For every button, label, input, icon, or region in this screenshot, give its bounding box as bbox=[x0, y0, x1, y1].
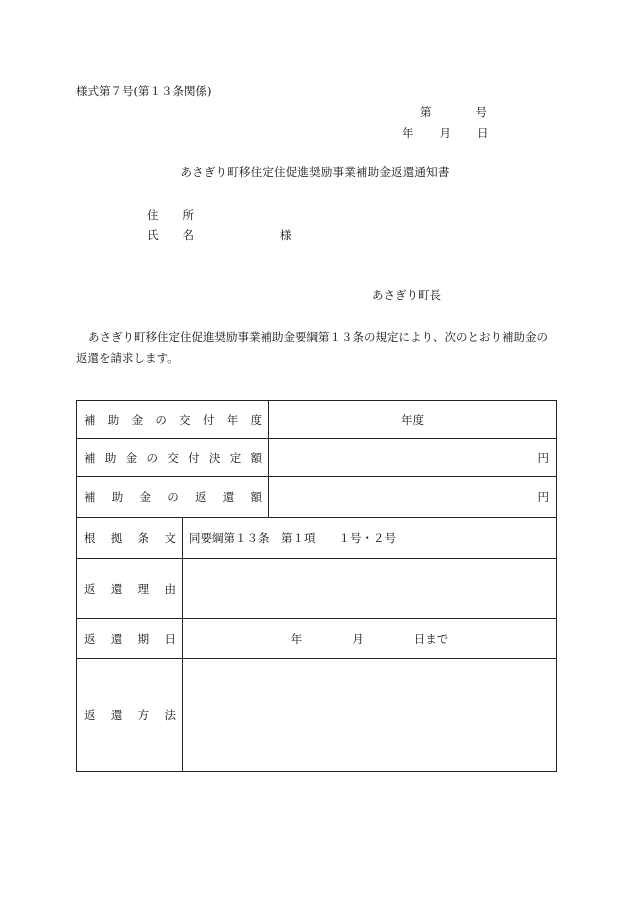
row-label-char: の bbox=[155, 412, 167, 427]
row-label-char: の bbox=[146, 450, 158, 465]
date-year: 年 bbox=[402, 126, 414, 140]
row-label-char: 交 bbox=[167, 450, 179, 465]
form-number-label: 様式第７号(第１３条関係) bbox=[76, 84, 212, 98]
table-row-grant-year bbox=[77, 401, 557, 439]
row-label-char: 返 bbox=[195, 490, 207, 504]
address-label-2: 所 bbox=[182, 208, 194, 222]
row-label-char: 年 bbox=[226, 412, 239, 427]
row-label-char: 補 bbox=[84, 450, 96, 465]
row-label-char: 条 bbox=[137, 531, 150, 545]
row-label-char: 助 bbox=[111, 490, 124, 504]
row-label-char: 付 bbox=[202, 412, 215, 427]
row-label-char: 還 bbox=[110, 631, 123, 646]
row-label bbox=[77, 518, 183, 559]
row-label-char: 助 bbox=[107, 412, 120, 427]
address-row bbox=[147, 210, 194, 222]
row-label bbox=[77, 401, 269, 439]
row-label-char: 度 bbox=[250, 412, 262, 427]
row-label-char: 法 bbox=[164, 708, 176, 722]
honorific: 様 bbox=[280, 228, 292, 242]
row-label-char: 交 bbox=[179, 412, 191, 427]
row-label-char: 由 bbox=[164, 581, 176, 596]
refund-method-value[interactable] bbox=[183, 659, 557, 772]
row-label-char: 還 bbox=[110, 581, 123, 596]
row-label-char: 定 bbox=[229, 450, 242, 465]
deadline-month: 月 bbox=[352, 631, 364, 646]
row-label-char: 金 bbox=[125, 450, 138, 465]
date-month: 月 bbox=[439, 126, 451, 140]
row-label-char: 日 bbox=[164, 631, 176, 646]
table-row-refund-method bbox=[77, 659, 557, 772]
table-row-refund-reason bbox=[77, 559, 557, 619]
row-label-char: 文 bbox=[164, 531, 176, 545]
row-label-char: 額 bbox=[250, 450, 262, 465]
table-row-refund-amount bbox=[77, 477, 557, 518]
row-label-char: 理 bbox=[137, 581, 150, 596]
document-number-line bbox=[420, 107, 487, 119]
grant-year-value[interactable]: 年度 bbox=[269, 401, 557, 439]
address-label-1: 住 bbox=[147, 208, 159, 222]
legal-basis-value[interactable]: 同要綱第１３条 第１項 １号・２号 bbox=[183, 518, 557, 559]
issuer-name: あさぎり町長 bbox=[372, 288, 441, 302]
body-paragraph: あさぎり町移住定住促進奨励事業補助金要綱第１３条の規定により、次のとおり補助金の返還を請求します。 bbox=[76, 330, 548, 365]
refund-deadline-value[interactable] bbox=[183, 619, 557, 659]
row-label-char: 補 bbox=[84, 412, 96, 427]
row-label-char: 拠 bbox=[110, 531, 123, 545]
row-label-char: 方 bbox=[137, 708, 150, 722]
row-label-char: 還 bbox=[222, 490, 235, 504]
name-label-2: 名 bbox=[182, 228, 194, 242]
row-label bbox=[77, 659, 183, 772]
table-row-refund-deadline bbox=[77, 619, 557, 659]
row-label-char: 返 bbox=[84, 581, 96, 596]
row-label bbox=[77, 477, 269, 518]
deadline-day: 日まで bbox=[413, 631, 449, 646]
table-row-legal-basis bbox=[77, 518, 557, 559]
row-label-char: 返 bbox=[84, 631, 96, 646]
refund-details-table bbox=[76, 400, 557, 772]
number-suffix: 号 bbox=[475, 105, 487, 119]
date-day: 日 bbox=[477, 126, 489, 140]
row-label-char: 決 bbox=[208, 450, 221, 465]
row-label-char: の bbox=[167, 490, 179, 504]
row-label bbox=[77, 619, 183, 659]
row-label-char: 金 bbox=[131, 412, 144, 427]
row-label-char: 付 bbox=[188, 450, 200, 465]
row-label-char: 還 bbox=[110, 708, 123, 722]
row-label-char: 根 bbox=[84, 531, 96, 545]
number-prefix: 第 bbox=[420, 105, 432, 119]
row-label-char: 期 bbox=[137, 631, 150, 646]
row-label bbox=[77, 559, 183, 619]
refund-reason-value[interactable] bbox=[183, 559, 557, 619]
row-label-char: 助 bbox=[104, 450, 117, 465]
row-label-char: 額 bbox=[250, 490, 262, 504]
grant-amount-value[interactable]: 円 bbox=[269, 439, 557, 477]
issue-date-line bbox=[402, 128, 489, 140]
row-label-char: 金 bbox=[139, 490, 151, 504]
name-label-1: 氏 bbox=[147, 228, 159, 242]
table-row-grant-amount bbox=[77, 439, 557, 477]
deadline-year: 年 bbox=[290, 631, 303, 646]
row-label-char: 補 bbox=[84, 490, 96, 504]
document-title: あさぎり町移住定住促進奨励事業補助金返還通知書 bbox=[180, 165, 450, 179]
refund-amount-value[interactable]: 円 bbox=[269, 477, 557, 518]
row-label bbox=[77, 439, 269, 477]
name-row bbox=[147, 230, 292, 242]
row-label-char: 返 bbox=[84, 708, 96, 722]
